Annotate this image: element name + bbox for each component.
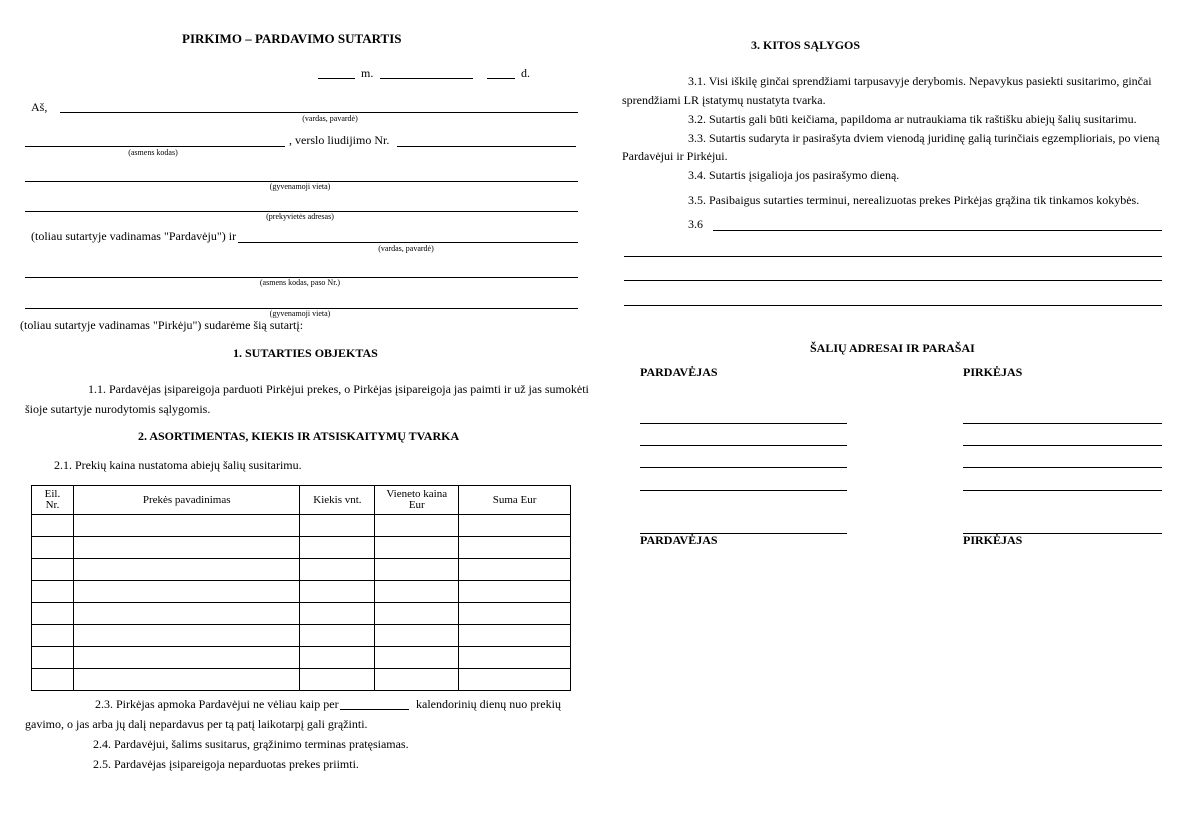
table-row (32, 625, 571, 647)
clause-3-2: 3.2. Sutartis gali būti keičiama, papildoma ar nutraukiama tik raštišku abiejų šalių susitarimu. (688, 112, 1137, 126)
seller-address-line-2[interactable] (640, 445, 847, 446)
date-month-label: m. (361, 66, 374, 80)
caption-seller-name: (vardas, pavardė) (302, 114, 358, 123)
seller-reference: (toliau sutartyje vadinamas "Pardavėju") ir (31, 229, 237, 243)
as-label: Aš, (31, 100, 48, 114)
clause-3-6-label: 3.6 (688, 217, 703, 231)
caption-seller-residence: (gyvenamoji vieta) (269, 182, 331, 191)
caption-seller-code: (asmens kodas) (128, 148, 178, 157)
buyer-address-line-2[interactable] (963, 445, 1162, 446)
license-number-line[interactable] (397, 146, 576, 147)
goods-table (31, 485, 571, 691)
col-header-no: Eil. Nr. (32, 486, 74, 515)
clause-1-1-line1: 1.1. Pardavėjas įsipareigoja parduoti Pirkėjui prekes, o Pirkėjas įsipareigoja jas paimti ir už jas sumokėti (88, 382, 589, 396)
clause-3-5: 3.5. Pasibaigus sutarties terminui, nerealizuotas prekes Pirkėjas grąžina tik tinkamos kokybės. (688, 193, 1140, 207)
table-row (32, 647, 571, 669)
table-row (32, 559, 571, 581)
buyer-reference: (toliau sutartyje vadinamas "Pirkėju") sudarėme šią sutartį: (20, 318, 304, 332)
seller-address-line-3[interactable] (640, 467, 847, 468)
caption-buyer-name: (vardas, pavardė) (378, 244, 434, 253)
payment-days-line[interactable] (340, 709, 409, 710)
table-header-row (32, 486, 571, 515)
caption-buyer-code: (asmens kodas, paso Nr.) (259, 278, 341, 287)
seller-signature-label: PARDAVĖJAS (640, 533, 718, 547)
seller-code-line[interactable] (25, 146, 285, 147)
seller-heading: PARDAVĖJAS (640, 365, 718, 379)
extra-terms-line-1[interactable] (624, 256, 1162, 257)
clause-2-4: 2.4. Pardavėjui, šalims susitarus, grąžinimo terminas pratęsiamas. (93, 737, 409, 751)
clause-2-1: 2.1. Prekių kaina nustatoma abiejų šalių susitarimu. (54, 458, 302, 472)
license-label: , verslo liudijimo Nr. (289, 133, 390, 147)
section-3-title: 3. KITOS SĄLYGOS (751, 38, 861, 52)
extra-terms-line-3[interactable] (624, 305, 1162, 306)
clause-3-1-line2: sprendžiami LR įstatymų nustatyta tvarka. (622, 93, 826, 107)
col-header-qty: Kiekis vnt. (300, 486, 375, 515)
caption-trade-address: (prekyvietės adresas) (266, 212, 334, 221)
clause-3-3-line1: 3.3. Sutartis sudaryta ir pasirašyta dviem vienodą juridinę galią turinčiais egzemplioriais, po vieną (688, 131, 1160, 145)
clause-2-3-part2: kalendorinių dienų nuo prekių (416, 697, 561, 711)
table-row (32, 669, 571, 691)
date-day-line[interactable] (487, 78, 515, 79)
clause-3-1-line1: 3.1. Visi iškilę ginčai sprendžiami tarpusavyje derybomis. Nepavykus pasiekti susitarimo, ginčai (688, 74, 1152, 88)
table-row (32, 537, 571, 559)
clause-1-1-line2: šioje sutartyje nurodytomis sąlygomis. (25, 402, 211, 416)
date-month-line[interactable] (380, 78, 473, 79)
seller-address-line-4[interactable] (640, 490, 847, 491)
caption-buyer-residence: (gyvenamoji vieta) (269, 309, 331, 318)
buyer-signature-label: PIRKĖJAS (963, 533, 1023, 547)
buyer-address-line-3[interactable] (963, 467, 1162, 468)
clause-2-3-line2: gavimo, o jas arba jų dalį nepardavus per tą patį laikotarpį gali grąžinti. (25, 717, 368, 731)
buyer-name-line[interactable] (238, 242, 578, 243)
clause-3-6-line[interactable] (713, 230, 1162, 231)
section-1-title: 1. SUTARTIES OBJEKTAS (233, 346, 378, 360)
col-header-sum: Suma Eur (459, 486, 571, 515)
clause-2-5: 2.5. Pardavėjas įsipareigoja neparduotas prekes priimti. (93, 757, 359, 771)
seller-address-line-1[interactable] (640, 423, 847, 424)
section-2-title: 2. ASORTIMENTAS, KIEKIS IR ATSISKAITYMŲ TVARKA (138, 429, 460, 443)
extra-terms-line-2[interactable] (624, 280, 1162, 281)
seller-name-line[interactable] (60, 112, 578, 113)
table-row (32, 581, 571, 603)
clause-3-3-line2: Pardavėjui ir Pirkėjui. (622, 149, 728, 163)
date-day-label: d. (521, 66, 530, 80)
buyer-heading: PIRKĖJAS (963, 365, 1023, 379)
buyer-address-line-4[interactable] (963, 490, 1162, 491)
col-header-unit-price: Vieneto kaina Eur (375, 486, 459, 515)
clause-3-4: 3.4. Sutartis įsigalioja jos pasirašymo dieną. (688, 168, 900, 182)
date-year-line[interactable] (318, 78, 355, 79)
buyer-address-line-1[interactable] (963, 423, 1162, 424)
table-row (32, 603, 571, 625)
contract-title: PIRKIMO – PARDAVIMO SUTARTIS (182, 31, 402, 46)
addresses-title: ŠALIŲ ADRESAI IR PARAŠAI (810, 341, 975, 355)
col-header-name: Prekės pavadinimas (73, 486, 300, 515)
table-row (32, 515, 571, 537)
clause-2-3-part1: 2.3. Pirkėjas apmoka Pardavėjui ne vėliau kaip per (95, 697, 339, 711)
